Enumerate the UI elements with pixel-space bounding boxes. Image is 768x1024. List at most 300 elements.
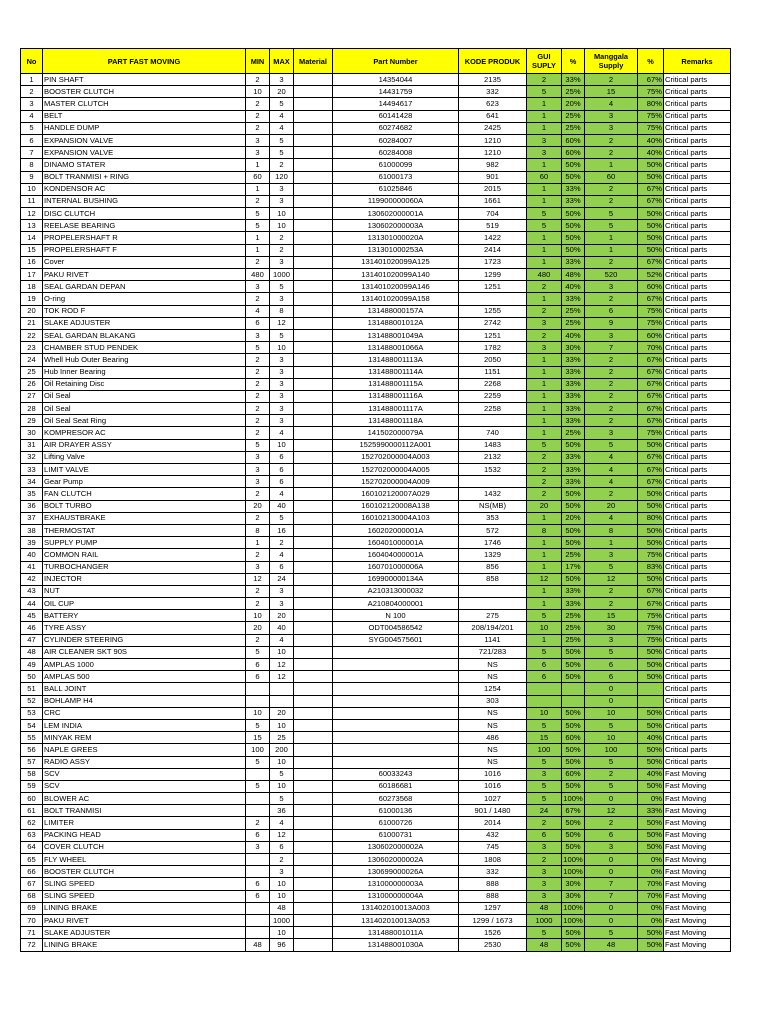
cell-kode-produk: 519 [459, 220, 527, 232]
table-row [21, 841, 731, 853]
cell-kode-produk: 1532 [459, 464, 527, 476]
cell-material [294, 110, 333, 122]
cell-gui-percent: 50% [562, 208, 585, 220]
cell-gui-percent [562, 683, 585, 695]
cell-max: 20 [270, 610, 294, 622]
cell-gui-percent: 50% [562, 159, 585, 171]
cell-kode-produk: 704 [459, 208, 527, 220]
cell-remarks: Critical parts [664, 86, 731, 98]
cell-max: 4 [270, 549, 294, 561]
cell-part-name: SLING SPEED [43, 878, 246, 890]
cell-row-no: 19 [21, 293, 43, 305]
cell-material [294, 134, 333, 146]
cell-gui-supply: 3 [527, 317, 562, 329]
cell-remarks: Critical parts [664, 451, 731, 463]
cell-max: 10 [270, 927, 294, 939]
cell-kode-produk: 2014 [459, 817, 527, 829]
cell-max: 20 [270, 707, 294, 719]
cell-manggala-percent: 80% [638, 512, 664, 524]
cell-manggala-percent: 50% [638, 756, 664, 768]
cell-kode-produk: 1251 [459, 329, 527, 341]
cell-part-name: LIMITER [43, 817, 246, 829]
cell-row-no: 71 [21, 927, 43, 939]
cell-part-name: Lifting Valve [43, 451, 246, 463]
cell-max: 4 [270, 488, 294, 500]
cell-part-name: NAPLE GREES [43, 744, 246, 756]
cell-gui-supply [527, 695, 562, 707]
cell-gui-percent: 50% [562, 500, 585, 512]
cell-min: 2 [246, 512, 270, 524]
table-row [21, 902, 731, 914]
cell-gui-supply: 2 [527, 281, 562, 293]
table-row [21, 110, 731, 122]
cell-min: 10 [246, 707, 270, 719]
cell-manggala-supply: 2 [585, 183, 638, 195]
cell-material [294, 854, 333, 866]
cell-kode-produk: NS [459, 659, 527, 671]
cell-min: 5 [246, 756, 270, 768]
cell-remarks: Critical parts [664, 634, 731, 646]
cell-max: 6 [270, 841, 294, 853]
cell-part-name: BOOSTER CLUTCH [43, 866, 246, 878]
cell-kode-produk: NS [459, 719, 527, 731]
cell-kode-produk: 1027 [459, 793, 527, 805]
cell-kode-produk: 1016 [459, 768, 527, 780]
cell-remarks: Critical parts [664, 464, 731, 476]
table-row [21, 598, 731, 610]
cell-kode-produk: 888 [459, 890, 527, 902]
cell-material [294, 74, 333, 86]
cell-part-name: BOLT TRANMISI [43, 805, 246, 817]
table-row [21, 317, 731, 329]
cell-min [246, 866, 270, 878]
cell-max: 6 [270, 464, 294, 476]
cell-max: 48 [270, 902, 294, 914]
cell-gui-percent: 25% [562, 122, 585, 134]
cell-part-number: 119900000060A [333, 195, 459, 207]
cell-manggala-percent: 80% [638, 98, 664, 110]
table-row [21, 610, 731, 622]
table-row [21, 415, 731, 427]
cell-min: 2 [246, 390, 270, 402]
cell-remarks: Fast Moving [664, 939, 731, 951]
cell-remarks: Critical parts [664, 476, 731, 488]
table-row [21, 646, 731, 658]
cell-gui-supply: 480 [527, 269, 562, 281]
cell-remarks: Critical parts [664, 488, 731, 500]
cell-part-number: 130602000003A [333, 220, 459, 232]
cell-manggala-percent: 40% [638, 732, 664, 744]
header-kode-produk: KODE PRODUK [459, 49, 527, 74]
cell-material [294, 183, 333, 195]
cell-manggala-supply: 1 [585, 232, 638, 244]
cell-remarks: Critical parts [664, 415, 731, 427]
cell-manggala-supply: 3 [585, 549, 638, 561]
cell-part-number: 131401020099A140 [333, 269, 459, 281]
table-row [21, 927, 731, 939]
table-row [21, 854, 731, 866]
cell-manggala-supply: 3 [585, 122, 638, 134]
cell-gui-percent: 25% [562, 622, 585, 634]
cell-gui-percent: 50% [562, 171, 585, 183]
cell-gui-percent: 50% [562, 829, 585, 841]
cell-part-name: SCV [43, 768, 246, 780]
cell-row-no: 72 [21, 939, 43, 951]
cell-kode-produk: 2268 [459, 378, 527, 390]
cell-row-no: 43 [21, 585, 43, 597]
cell-part-name: KOMPRESOR AC [43, 427, 246, 439]
cell-gui-percent: 25% [562, 86, 585, 98]
cell-max: 4 [270, 110, 294, 122]
cell-min: 2 [246, 598, 270, 610]
header-manggala-percent: % [638, 49, 664, 74]
cell-part-name: NUT [43, 585, 246, 597]
cell-row-no: 69 [21, 902, 43, 914]
table-row [21, 122, 731, 134]
cell-manggala-supply: 5 [585, 756, 638, 768]
cell-manggala-supply: 7 [585, 878, 638, 890]
table-row [21, 939, 731, 951]
cell-part-name: FLY WHEEL [43, 854, 246, 866]
table-row [21, 256, 731, 268]
cell-gui-supply: 6 [527, 671, 562, 683]
cell-remarks: Fast Moving [664, 768, 731, 780]
cell-kode-produk: 2015 [459, 183, 527, 195]
cell-part-name: AIR DRAYER ASSY [43, 439, 246, 451]
cell-gui-percent: 25% [562, 110, 585, 122]
cell-remarks: Fast Moving [664, 878, 731, 890]
cell-part-number: 60284007 [333, 134, 459, 146]
cell-row-no: 24 [21, 354, 43, 366]
cell-gui-supply: 1 [527, 634, 562, 646]
cell-part-number: 131301000020A [333, 232, 459, 244]
header-remarks: Remarks [664, 49, 731, 74]
cell-manggala-supply: 2 [585, 415, 638, 427]
header-part-number: Part Number [333, 49, 459, 74]
cell-gui-supply [527, 683, 562, 695]
cell-gui-percent [562, 695, 585, 707]
cell-manggala-percent: 0% [638, 854, 664, 866]
cell-part-name: DINAMO STATER [43, 159, 246, 171]
cell-gui-percent: 100% [562, 866, 585, 878]
cell-remarks: Critical parts [664, 732, 731, 744]
cell-manggala-supply: 0 [585, 914, 638, 926]
cell-row-no: 17 [21, 269, 43, 281]
cell-gui-percent: 30% [562, 342, 585, 354]
cell-max: 2 [270, 159, 294, 171]
cell-remarks: Critical parts [664, 110, 731, 122]
cell-manggala-percent: 50% [638, 719, 664, 731]
cell-material [294, 573, 333, 585]
cell-max: 5 [270, 98, 294, 110]
cell-kode-produk: 721/283 [459, 646, 527, 658]
cell-manggala-percent: 67% [638, 378, 664, 390]
cell-manggala-percent: 50% [638, 744, 664, 756]
cell-part-number: A210804000001 [333, 598, 459, 610]
table-row [21, 878, 731, 890]
cell-material [294, 415, 333, 427]
cell-part-number: 61000136 [333, 805, 459, 817]
cell-gui-percent: 50% [562, 646, 585, 658]
cell-max: 6 [270, 561, 294, 573]
cell-manggala-percent: 0% [638, 793, 664, 805]
parts-table [20, 48, 731, 952]
cell-gui-supply: 1 [527, 244, 562, 256]
cell-row-no: 3 [21, 98, 43, 110]
cell-remarks: Critical parts [664, 744, 731, 756]
cell-manggala-percent: 75% [638, 610, 664, 622]
cell-gui-percent: 30% [562, 878, 585, 890]
cell-part-name: SEAL GARDAN BLAKANG [43, 329, 246, 341]
cell-gui-supply: 1 [527, 415, 562, 427]
cell-gui-supply: 2 [527, 464, 562, 476]
cell-material [294, 634, 333, 646]
cell-manggala-supply: 2 [585, 354, 638, 366]
cell-remarks: Fast Moving [664, 854, 731, 866]
cell-gui-supply: 6 [527, 659, 562, 671]
cell-remarks: Critical parts [664, 427, 731, 439]
cell-remarks: Critical parts [664, 659, 731, 671]
cell-kode-produk: 208/194/201 [459, 622, 527, 634]
cell-part-number: 1525990000112A001 [333, 439, 459, 451]
cell-min [246, 683, 270, 695]
cell-manggala-percent: 67% [638, 415, 664, 427]
cell-min: 2 [246, 817, 270, 829]
cell-part-number: 131488001118A [333, 415, 459, 427]
cell-gui-percent: 50% [562, 220, 585, 232]
cell-gui-supply: 3 [527, 890, 562, 902]
cell-gui-percent: 50% [562, 719, 585, 731]
cell-manggala-supply: 4 [585, 464, 638, 476]
cell-part-number: 160102130004A103 [333, 512, 459, 524]
cell-part-name: Oil Seal [43, 390, 246, 402]
cell-kode-produk: 2530 [459, 939, 527, 951]
cell-material [294, 939, 333, 951]
cell-manggala-percent: 75% [638, 110, 664, 122]
cell-manggala-supply: 2 [585, 74, 638, 86]
table-row [21, 464, 731, 476]
cell-kode-produk: 303 [459, 695, 527, 707]
cell-part-number: 160401000001A [333, 537, 459, 549]
cell-manggala-percent: 50% [638, 159, 664, 171]
table-row [21, 427, 731, 439]
cell-max: 8 [270, 305, 294, 317]
cell-manggala-supply: 4 [585, 512, 638, 524]
cell-gui-supply: 5 [527, 780, 562, 792]
cell-material [294, 378, 333, 390]
cell-manggala-supply: 2 [585, 293, 638, 305]
cell-min: 3 [246, 561, 270, 573]
cell-part-name: CYLINDER STEERING [43, 634, 246, 646]
cell-manggala-supply: 30 [585, 622, 638, 634]
cell-gui-percent: 50% [562, 707, 585, 719]
cell-part-number: 61000731 [333, 829, 459, 841]
cell-min: 5 [246, 439, 270, 451]
cell-max: 12 [270, 317, 294, 329]
cell-manggala-percent: 67% [638, 598, 664, 610]
cell-gui-supply: 48 [527, 902, 562, 914]
cell-row-no: 40 [21, 549, 43, 561]
cell-min: 2 [246, 427, 270, 439]
cell-row-no: 28 [21, 403, 43, 415]
cell-min: 100 [246, 744, 270, 756]
cell-kode-produk: 2135 [459, 74, 527, 86]
cell-manggala-supply: 3 [585, 329, 638, 341]
cell-manggala-supply: 1 [585, 537, 638, 549]
table-row [21, 817, 731, 829]
cell-min: 1 [246, 183, 270, 195]
cell-part-number [333, 732, 459, 744]
cell-gui-supply: 1000 [527, 914, 562, 926]
cell-part-number: 131488001011A [333, 927, 459, 939]
cell-manggala-percent: 50% [638, 439, 664, 451]
cell-max: 12 [270, 829, 294, 841]
cell-min: 2 [246, 366, 270, 378]
cell-kode-produk: 1254 [459, 683, 527, 695]
cell-manggala-percent: 50% [638, 537, 664, 549]
cell-kode-produk: 2742 [459, 317, 527, 329]
cell-manggala-supply: 2 [585, 403, 638, 415]
cell-part-number [333, 719, 459, 731]
cell-kode-produk [459, 585, 527, 597]
cell-part-name: RADIO ASSY [43, 756, 246, 768]
cell-part-number [333, 646, 459, 658]
cell-manggala-percent: 70% [638, 890, 664, 902]
cell-manggala-supply: 2 [585, 585, 638, 597]
cell-gui-supply: 2 [527, 817, 562, 829]
cell-min: 5 [246, 342, 270, 354]
cell-min: 48 [246, 939, 270, 951]
cell-kode-produk: 486 [459, 732, 527, 744]
cell-manggala-supply: 0 [585, 866, 638, 878]
cell-row-no: 33 [21, 464, 43, 476]
cell-row-no: 38 [21, 524, 43, 536]
table-row [21, 342, 731, 354]
cell-part-name: PAKU RIVET [43, 914, 246, 926]
cell-row-no: 65 [21, 854, 43, 866]
cell-gui-supply: 1 [527, 378, 562, 390]
cell-max: 3 [270, 585, 294, 597]
cell-kode-produk: 1329 [459, 549, 527, 561]
cell-max: 1000 [270, 269, 294, 281]
table-row [21, 768, 731, 780]
cell-row-no: 37 [21, 512, 43, 524]
cell-min: 5 [246, 220, 270, 232]
cell-part-number: 130602000002A [333, 841, 459, 853]
cell-gui-supply: 1 [527, 561, 562, 573]
cell-part-number: 60186681 [333, 780, 459, 792]
cell-part-name: LINING BRAKE [43, 902, 246, 914]
cell-manggala-percent: 67% [638, 195, 664, 207]
table-row [21, 281, 731, 293]
cell-material [294, 281, 333, 293]
cell-kode-produk: 2259 [459, 390, 527, 402]
cell-manggala-percent: 50% [638, 488, 664, 500]
table-row [21, 98, 731, 110]
cell-row-no: 15 [21, 244, 43, 256]
cell-manggala-supply: 10 [585, 707, 638, 719]
table-row [21, 793, 731, 805]
cell-min: 2 [246, 354, 270, 366]
cell-max: 36 [270, 805, 294, 817]
cell-remarks: Fast Moving [664, 914, 731, 926]
cell-row-no: 9 [21, 171, 43, 183]
cell-material [294, 293, 333, 305]
cell-max: 4 [270, 122, 294, 134]
cell-max: 25 [270, 732, 294, 744]
cell-manggala-supply: 3 [585, 841, 638, 853]
cell-row-no: 61 [21, 805, 43, 817]
cell-gui-percent: 67% [562, 805, 585, 817]
cell-gui-supply: 1 [527, 512, 562, 524]
cell-remarks: Critical parts [664, 622, 731, 634]
cell-material [294, 780, 333, 792]
cell-material [294, 732, 333, 744]
cell-remarks: Critical parts [664, 342, 731, 354]
cell-part-name: SUPPLY PUMP [43, 537, 246, 549]
cell-row-no: 34 [21, 476, 43, 488]
cell-part-name: SLAKE ADJUSTER [43, 927, 246, 939]
cell-gui-supply: 48 [527, 939, 562, 951]
cell-row-no: 31 [21, 439, 43, 451]
cell-part-name: SLING SPEED [43, 890, 246, 902]
cell-max: 10 [270, 719, 294, 731]
cell-part-number: 131488001114A [333, 366, 459, 378]
cell-remarks: Critical parts [664, 134, 731, 146]
cell-max: 10 [270, 208, 294, 220]
cell-material [294, 549, 333, 561]
cell-gui-percent: 50% [562, 439, 585, 451]
cell-row-no: 46 [21, 622, 43, 634]
cell-min [246, 902, 270, 914]
cell-material [294, 342, 333, 354]
cell-part-number: 130602000002A [333, 854, 459, 866]
cell-max [270, 683, 294, 695]
cell-max: 3 [270, 866, 294, 878]
cell-part-number [333, 756, 459, 768]
cell-kode-produk: NS [459, 671, 527, 683]
cell-kode-produk: 332 [459, 86, 527, 98]
cell-part-number: 160701000006A [333, 561, 459, 573]
cell-row-no: 5 [21, 122, 43, 134]
cell-part-number: 169900000134A [333, 573, 459, 585]
cell-manggala-percent: 75% [638, 427, 664, 439]
cell-manggala-supply: 7 [585, 342, 638, 354]
cell-gui-percent: 17% [562, 561, 585, 573]
cell-min: 5 [246, 780, 270, 792]
table-row [21, 220, 731, 232]
cell-manggala-supply: 3 [585, 427, 638, 439]
cell-gui-percent: 25% [562, 317, 585, 329]
cell-part-number: 131402010013A003 [333, 902, 459, 914]
cell-manggala-supply: 3 [585, 110, 638, 122]
table-row [21, 780, 731, 792]
cell-max: 10 [270, 878, 294, 890]
cell-manggala-percent: 50% [638, 671, 664, 683]
cell-manggala-percent: 67% [638, 183, 664, 195]
cell-min: 5 [246, 646, 270, 658]
cell-part-name: PROPELERSHAFT R [43, 232, 246, 244]
cell-gui-supply: 1 [527, 366, 562, 378]
cell-remarks: Critical parts [664, 756, 731, 768]
cell-part-name: PROPELERSHAFT F [43, 244, 246, 256]
cell-kode-produk: 1782 [459, 342, 527, 354]
cell-max: 24 [270, 573, 294, 585]
cell-manggala-supply: 0 [585, 695, 638, 707]
cell-remarks: Critical parts [664, 439, 731, 451]
cell-part-number: 131402010013A053 [333, 914, 459, 926]
cell-manggala-percent: 75% [638, 86, 664, 98]
